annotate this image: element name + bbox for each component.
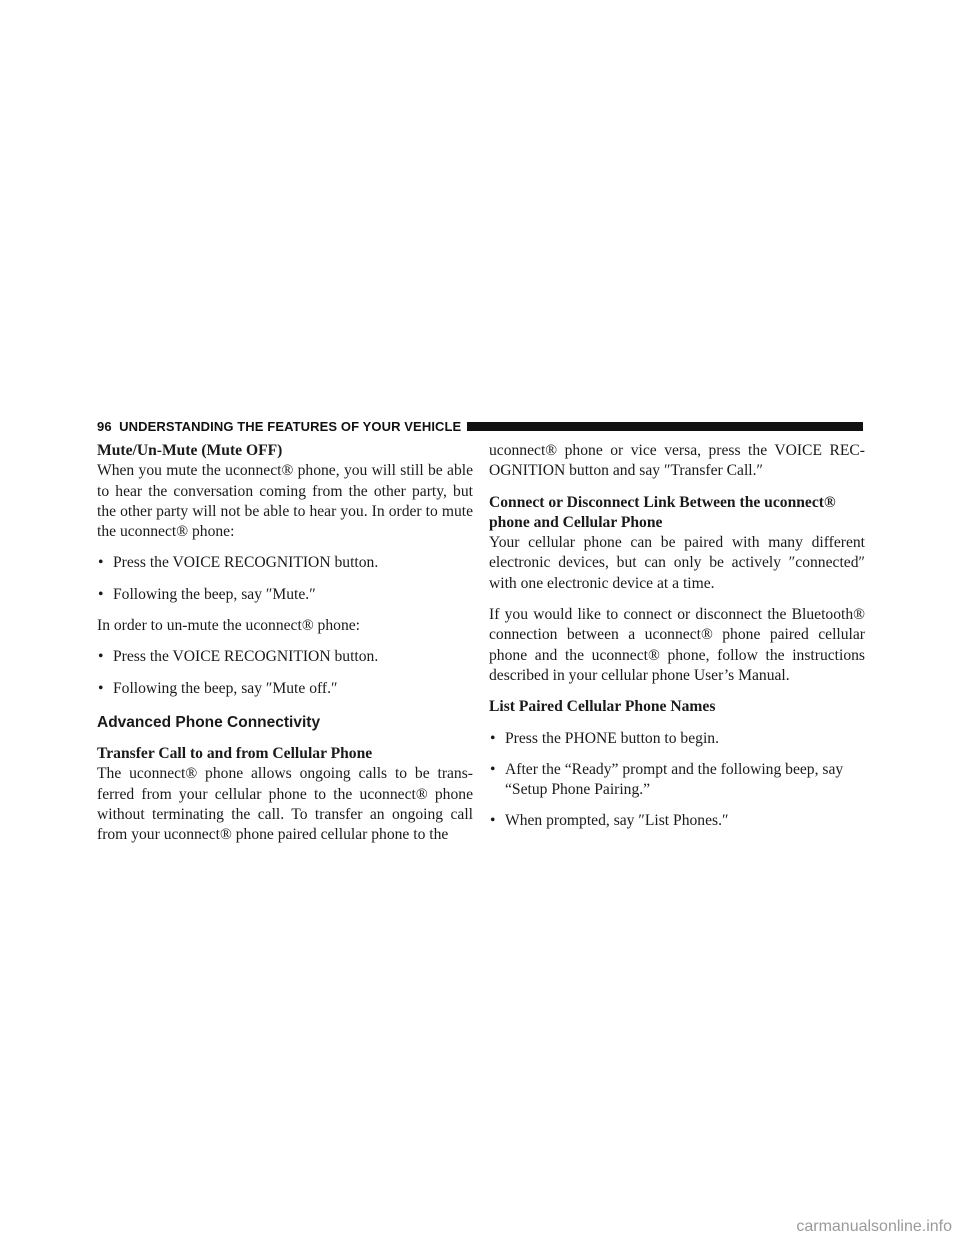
bullet-icon: • bbox=[490, 812, 496, 830]
list-heading: List Paired Cellular Phone Names bbox=[489, 698, 716, 716]
bullet-icon: • bbox=[98, 554, 104, 572]
connect-heading: Connect or Disconnect Link Between the uconnect® phone and Cellular Phone bbox=[489, 493, 836, 531]
bullet-icon: • bbox=[98, 648, 104, 666]
unmute-bullet-list bbox=[97, 647, 473, 699]
list-item bbox=[97, 647, 473, 667]
header-text bbox=[97, 419, 461, 434]
list-item-text: Press the VOICE RECOGNITION button. bbox=[113, 648, 379, 666]
mute-bullet-list bbox=[97, 553, 473, 605]
unmute-paragraph: In order to un-mute the uconnect® phone: bbox=[97, 617, 360, 635]
page-number: 96 bbox=[97, 418, 112, 434]
bullet-icon: • bbox=[98, 679, 104, 697]
connect-paragraph-2: If you would like to connect or disconnect the Bluetooth® connection between a uconnect® phone paired cellular phone and the uconnect® phone, follow the instructions described in your cellular phone User’s Manual. bbox=[489, 606, 865, 684]
list-item-text: After the “Ready” prompt and the following beep, say “Setup Phone Pairing.” bbox=[505, 760, 844, 799]
list-item bbox=[489, 760, 865, 801]
header-rule bbox=[467, 422, 863, 431]
page-header bbox=[97, 418, 863, 434]
transfer-continued: uconnect® phone or vice versa, press the VOICE REC-OGNITION button and say ″Transfer Call.″ bbox=[489, 442, 865, 480]
left-column bbox=[97, 441, 473, 845]
list-item-text: Following the beep, say ″Mute.″ bbox=[113, 585, 316, 603]
header-title: UNDERSTANDING THE FEATURES OF YOUR VEHICLE bbox=[119, 418, 462, 434]
list-phones-bullet-list bbox=[489, 729, 865, 832]
transfer-paragraph: The uconnect® phone allows ongoing calls to be trans-ferred from your cellular phone to the uconnect® phone without terminating the call. To transfer an ongoing call from your uconnect® phone paired cellular phone to the bbox=[97, 765, 473, 844]
bullet-icon: • bbox=[98, 585, 104, 603]
transfer-heading: Transfer Call to and from Cellular Phone bbox=[97, 744, 373, 762]
mute-paragraph: When you mute the uconnect® phone, you will still be able to hear the conversation coming from the other party, but the other party will not be able to hear you. In order to mute the uconnect® phone: bbox=[97, 462, 473, 541]
list-item-text: Press the VOICE RECOGNITION button. bbox=[113, 554, 379, 572]
list-item-text: Following the beep, say ″Mute off.″ bbox=[113, 679, 338, 697]
mute-heading: Mute/Un-Mute (Mute OFF) bbox=[97, 442, 283, 459]
watermark: carmanualsonline.info bbox=[796, 1218, 952, 1235]
list-item-text: Press the PHONE button to begin. bbox=[505, 729, 719, 747]
list-item bbox=[489, 811, 865, 831]
list-item bbox=[97, 553, 473, 573]
list-item bbox=[97, 585, 473, 605]
section-heading: Advanced Phone Connectivity bbox=[97, 713, 321, 731]
connect-paragraph-1: Your cellular phone can be paired with many different electronic devices, but can only be actively ″connected″ with one electronic device at a time. bbox=[489, 534, 865, 592]
list-item bbox=[489, 729, 865, 749]
bullet-icon: • bbox=[490, 729, 496, 747]
list-item-text: When prompted, say ″List Phones.″ bbox=[505, 812, 729, 830]
list-item bbox=[97, 679, 473, 699]
right-column bbox=[489, 441, 865, 832]
bullet-icon: • bbox=[490, 760, 496, 778]
